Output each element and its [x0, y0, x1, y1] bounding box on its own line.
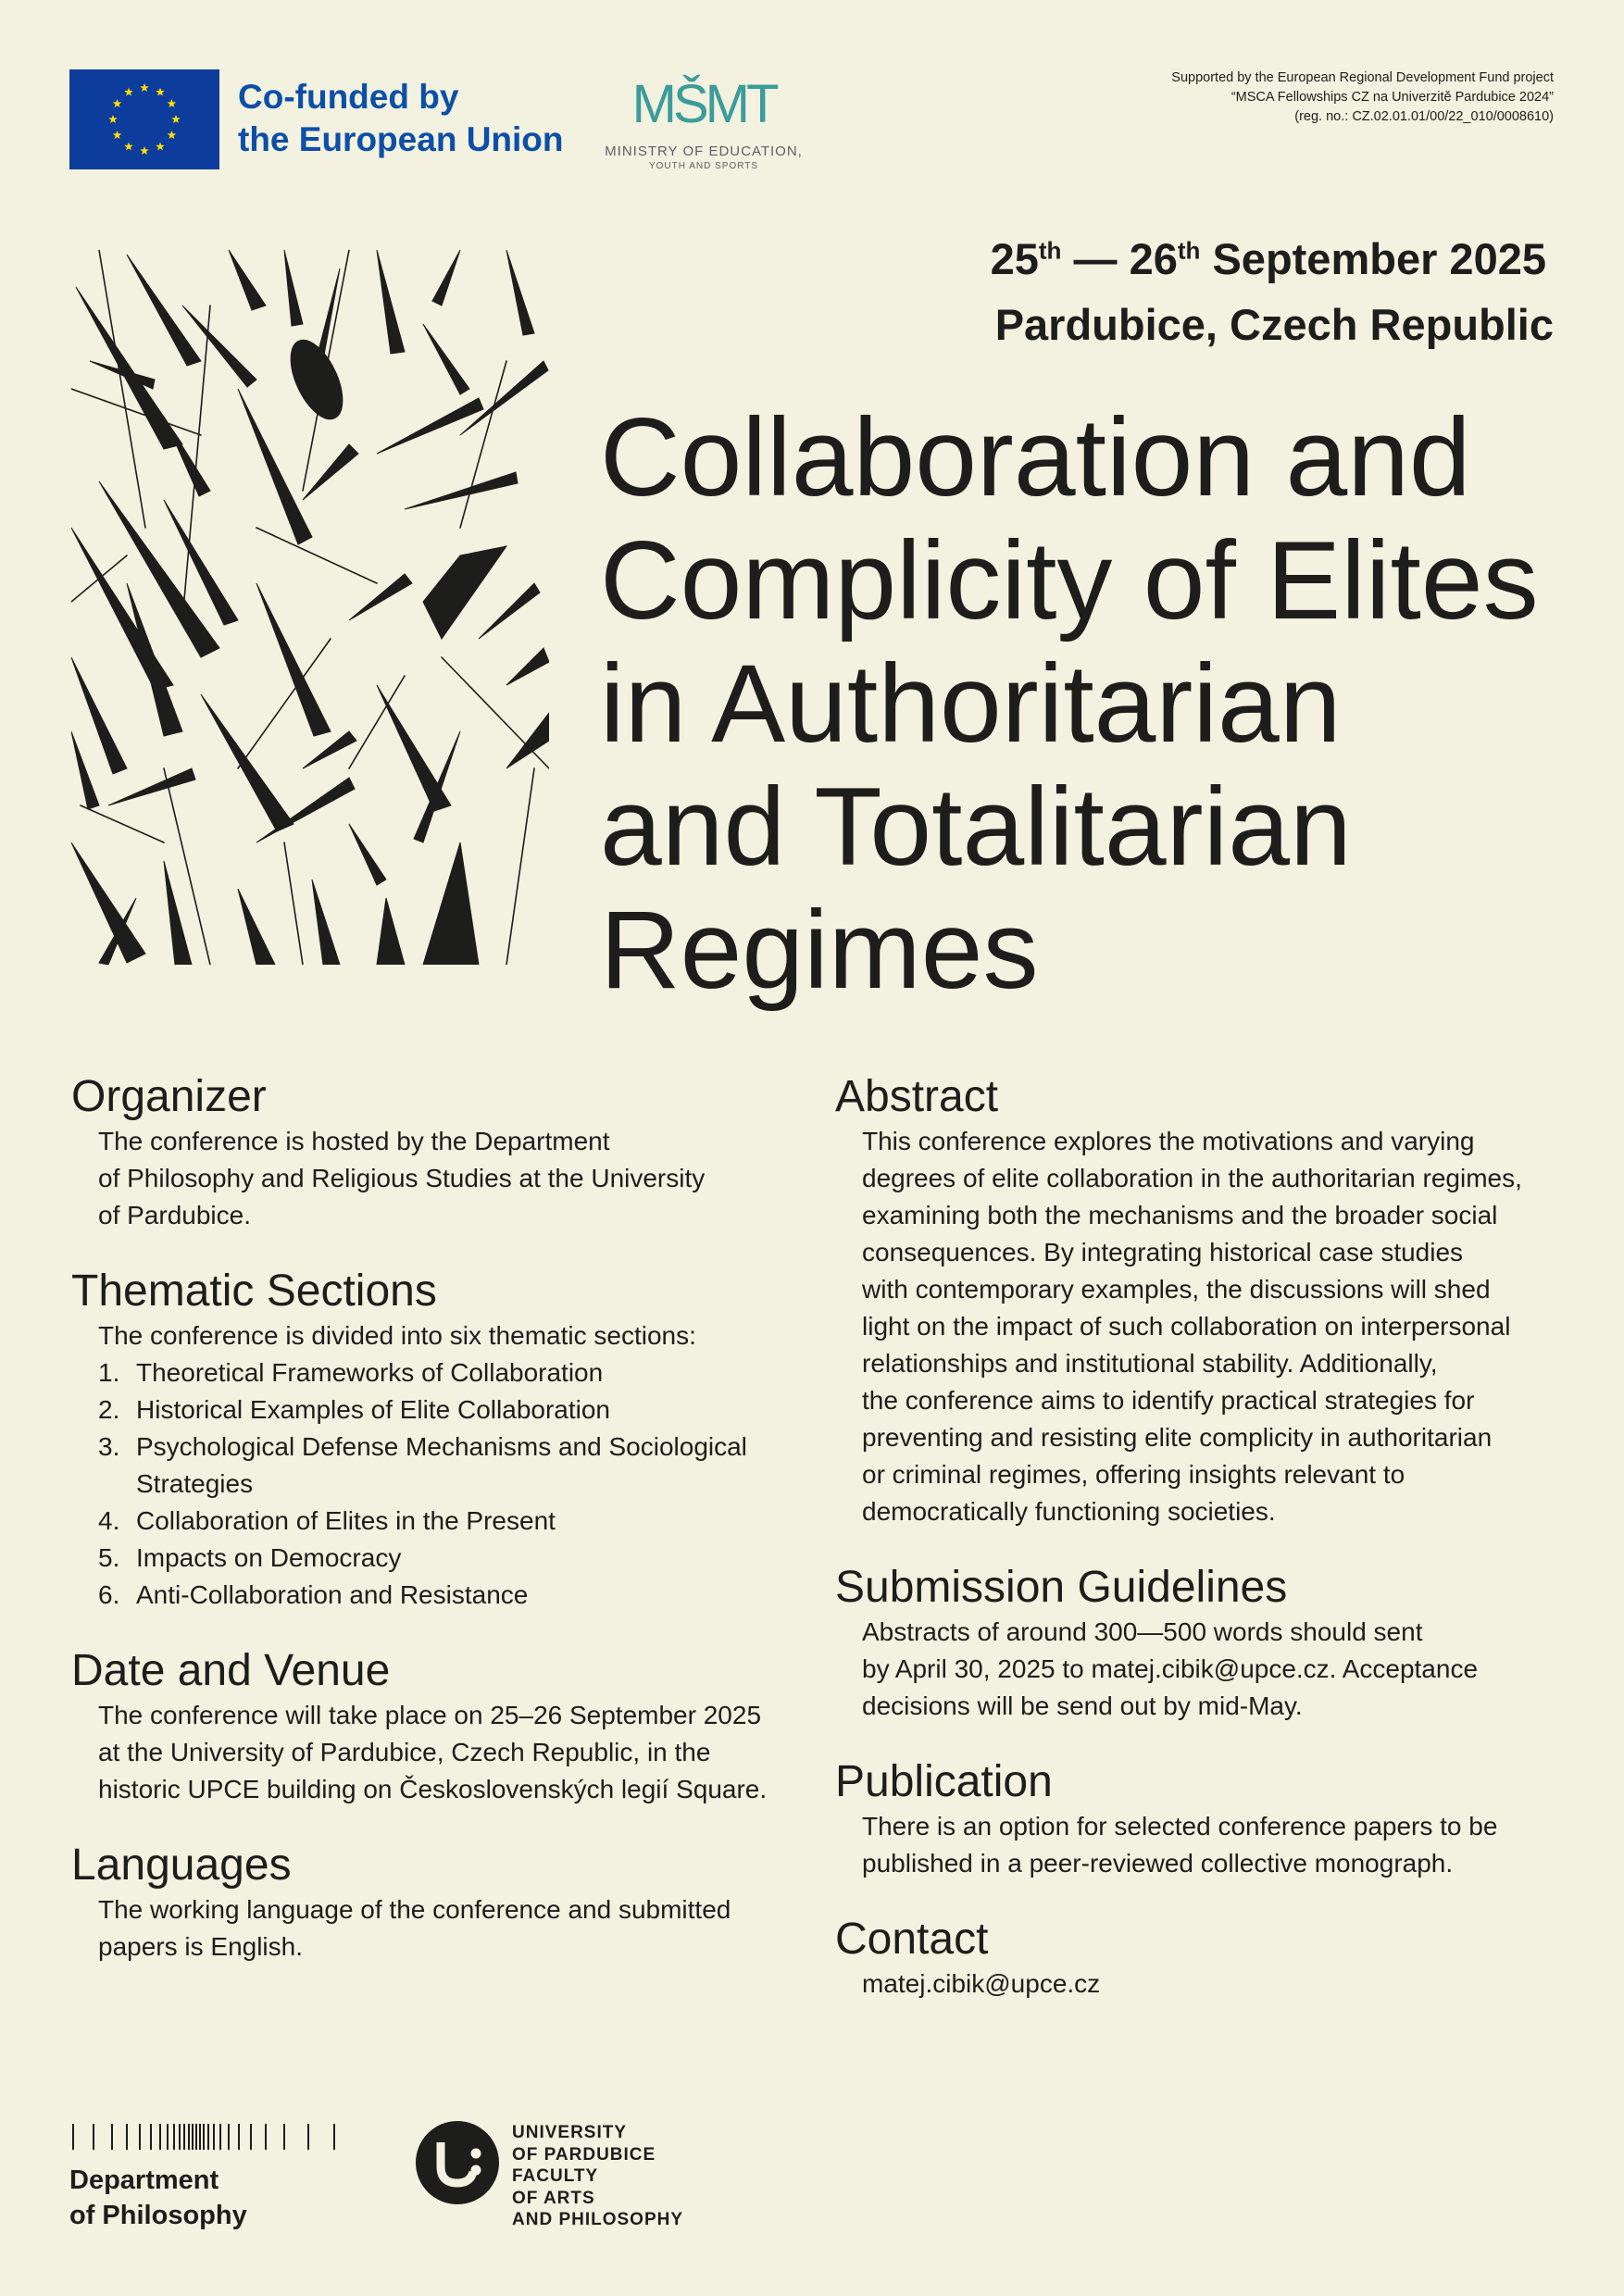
abstract-section	[835, 1071, 1576, 1530]
eu-text-line2: the European Union	[238, 120, 564, 158]
publication-line: There is an option for selected conference papers to be	[862, 1812, 1498, 1841]
support-line3: (reg. no.: CZ.02.01.01/00/22_010/0008610)	[1294, 109, 1554, 124]
abstract-line: consequences. By integrating historical case studies	[862, 1238, 1464, 1267]
venue-heading: Date and Venue	[71, 1646, 391, 1695]
list-item-continuation	[98, 1466, 812, 1503]
venue-text	[98, 1697, 812, 1808]
item-number: 2.	[98, 1395, 120, 1424]
publication-heading: Publication	[835, 1757, 1053, 1806]
item-text: Anti-Collaboration and Resistance	[136, 1580, 529, 1609]
item-number: 3.	[98, 1432, 120, 1461]
title-line4: and Totalitarian	[600, 765, 1352, 889]
list-item	[98, 1391, 812, 1429]
msmt-line1: MINISTRY OF EDUCATION,	[605, 144, 803, 159]
submission-line: Abstracts of around 300—500 words should sent	[862, 1617, 1423, 1646]
eu-cofunded-text	[238, 76, 564, 161]
item-number: 5.	[98, 1543, 120, 1572]
abstract-line: the conference aims to identify practical strategies for	[862, 1386, 1475, 1415]
languages-text	[98, 1891, 812, 1965]
publication-section	[835, 1756, 1576, 1882]
submission-heading: Submission Guidelines	[835, 1563, 1288, 1612]
publication-line: published in a peer-reviewed collective monograph.	[862, 1849, 1454, 1878]
upce-logo-icon	[415, 2120, 500, 2205]
list-item	[98, 1354, 812, 1391]
publication-text	[862, 1808, 1576, 1882]
msmt-line2: YOUTH AND SPORTS	[648, 161, 759, 171]
abstract-artwork	[71, 250, 549, 965]
list-item	[98, 1577, 812, 1614]
contact-heading: Contact	[835, 1915, 989, 1964]
title-line1: Collaboration and	[600, 395, 1471, 519]
eu-stars-icon	[69, 69, 219, 169]
barcode-icon	[71, 2124, 340, 2150]
languages-heading: Languages	[71, 1841, 292, 1890]
abstract-heading: Abstract	[835, 1072, 999, 1121]
abstract-line: preventing and resisting elite complicity in authoritarian	[862, 1423, 1493, 1452]
contact-email[interactable]: matej.cibik@upce.cz	[862, 1969, 1101, 1998]
contact-section	[835, 1914, 1576, 2003]
venue-line: The conference will take place on 25–26 September 2025	[98, 1701, 762, 1729]
right-column	[835, 1071, 1576, 2034]
event-date	[991, 233, 1546, 284]
dept-barcode-logo	[71, 2124, 340, 2150]
thematic-intro: The conference is divided into six thematic sections:	[98, 1321, 696, 1350]
abstract-line: This conference explores the motivations and varying	[862, 1127, 1475, 1155]
upce-line: FACULTY	[512, 2166, 599, 2186]
date-end-day: 26	[1129, 234, 1178, 283]
msmt-logo-mark	[631, 65, 776, 139]
venue-section	[71, 1645, 812, 1808]
item-text: Impacts on Democracy	[136, 1543, 402, 1572]
item-number: 4.	[98, 1506, 120, 1535]
organizer-line: The conference is hosted by the Department	[98, 1127, 610, 1155]
eu-flag-logo	[69, 69, 219, 169]
date-month-year: September 2025	[1212, 234, 1546, 283]
support-line2: “MSCA Fellowships CZ na Univerzitě Pardubice 2024”	[1230, 90, 1554, 105]
title-line2: Complicity of Elites	[600, 518, 1539, 643]
organizer-heading: Organizer	[71, 1072, 267, 1121]
abstract-line: light on the impact of such collaboration on interpersonal	[862, 1312, 1511, 1341]
eu-text-line1: Co-funded by	[238, 78, 459, 116]
abstract-line: or criminal regimes, offering insights relevant to	[862, 1460, 1405, 1489]
date-end-ordinal: th	[1177, 236, 1201, 265]
organizer-section	[71, 1071, 812, 1234]
item-number: 6.	[98, 1580, 120, 1609]
support-line1: Supported by the European Regional Development Fund project	[1171, 70, 1554, 85]
msmt-label	[594, 144, 813, 172]
msmt-mark-text: MŠMT	[631, 74, 776, 134]
submission-section	[835, 1562, 1576, 1725]
submission-text	[862, 1614, 1576, 1725]
dept-line1: Department	[69, 2165, 219, 2195]
list-item	[98, 1429, 812, 1466]
submission-line: by April 30, 2025 to matej.cibik@upce.cz. Acceptance	[862, 1654, 1479, 1683]
abstract-text	[862, 1123, 1576, 1530]
abstract-line: degrees of elite collaboration in the authoritarian regimes,	[862, 1164, 1522, 1192]
list-item	[98, 1540, 812, 1577]
upce-name	[512, 2122, 683, 2231]
title-line5: Regimes	[600, 888, 1039, 1012]
item-text: Historical Examples of Elite Collaboration	[136, 1395, 610, 1424]
venue-line: historic UPCE building on Československých legií Square.	[98, 1775, 768, 1803]
item-text: Collaboration of Elites in the Present	[136, 1506, 556, 1535]
organizer-text	[98, 1123, 812, 1234]
venue-line: at the University of Pardubice, Czech Republic, in the	[98, 1738, 711, 1766]
item-text: Psychological Defense Mechanisms and Sociological	[136, 1432, 747, 1461]
thematic-list	[98, 1354, 812, 1614]
date-dash: —	[1073, 234, 1118, 283]
languages-section	[71, 1840, 812, 1965]
title-line3: in Authoritarian	[600, 642, 1342, 766]
languages-line: papers is English.	[98, 1932, 304, 1961]
dept-name	[69, 2163, 247, 2233]
abstract-line: examining both the mechanisms and the broader social	[862, 1201, 1498, 1229]
conference-title	[600, 396, 1581, 1012]
languages-line: The working language of the conference and submitted	[98, 1895, 731, 1924]
support-note	[1171, 69, 1554, 127]
organizer-line: of Philosophy and Religious Studies at the University	[98, 1164, 706, 1192]
left-column	[71, 1071, 812, 1997]
organizer-line: of Pardubice.	[98, 1201, 251, 1229]
abstract-line: democratically functioning societies.	[862, 1497, 1276, 1526]
list-item	[98, 1503, 812, 1540]
item-text: Strategies	[136, 1469, 254, 1498]
abstract-line: relationships and institutional stability. Additionally,	[862, 1349, 1438, 1378]
upce-line: OF ARTS	[512, 2188, 595, 2208]
dept-line2: of Philosophy	[69, 2201, 247, 2230]
upce-line: AND PHILOSOPHY	[512, 2210, 684, 2229]
item-text: Theoretical Frameworks of Collaboration	[136, 1358, 604, 1387]
thematic-heading: Thematic Sections	[71, 1267, 437, 1316]
submission-line: decisions will be send out by mid-May.	[862, 1691, 1303, 1720]
event-place: Pardubice, Czech Republic	[994, 300, 1554, 349]
abstract-line: with contemporary examples, the discussions will shed	[862, 1275, 1491, 1304]
upce-line: OF PARDUBICE	[512, 2144, 656, 2165]
item-number: 1.	[98, 1358, 120, 1387]
artwork-shards	[71, 250, 549, 965]
date-start-day: 25	[990, 234, 1039, 283]
upce-line: UNIVERSITY	[512, 2123, 628, 2142]
thematic-section	[71, 1266, 812, 1614]
date-start-ordinal: th	[1038, 236, 1062, 265]
